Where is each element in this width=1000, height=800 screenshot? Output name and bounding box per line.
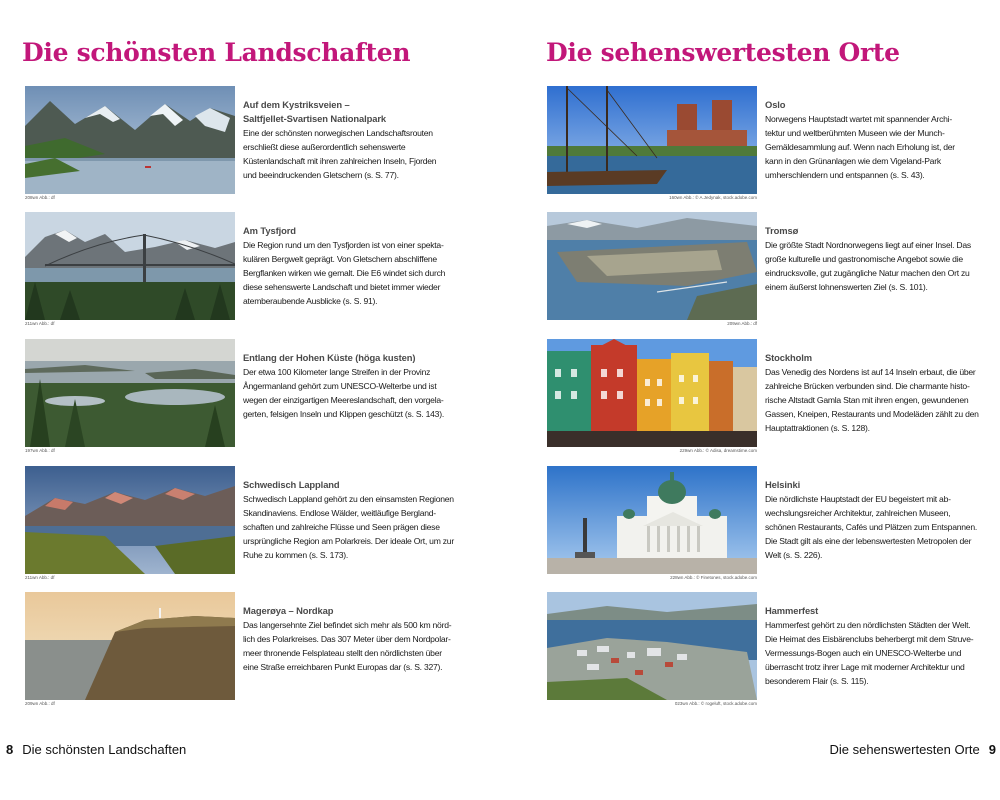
entry-title: Schwedisch Lappland — [243, 479, 340, 490]
entry-title: Entlang der Hohen Küste (höga kusten) — [243, 352, 416, 363]
entry-description: Das langersehnte Ziel befindet sich mehr als 500 km nörd- lich des Polarkreises. Das 307 Meter über dem Nordpolar- meer thronende Felsplateau stellt den nördlichsten über eine Straße erreichbaren Punkt Europas dar (s. S. 327). — [243, 620, 452, 672]
entry-title: Magerøya – Nordkap — [243, 605, 334, 616]
place-entry-helsinki — [547, 466, 987, 584]
landscape-entry-hohe-kueste — [25, 339, 475, 457]
place-entry-oslo — [547, 86, 987, 204]
entry-description: Hammerfest gehört zu den nördlichsten Städten der Welt. Die Heimat des Eisbärenclubs beherbergt mit dem Struve- Vermessungs-Bogen auch ein UNESCO-Welterbe und überrascht trotz ihrer Lage mit moderner Architektur und besonderem Flair (s. S. 115). — [765, 620, 974, 686]
entry-title: Hammerfest — [765, 605, 819, 616]
entry-description: Norwegens Hauptstadt wartet mit spannender Archi- tektur und weltberühmten Museen wie der Munch- Gemäldesammlung auf. Wenn nach Erholung ist, der kann in den Grünanlagen wie dem Vigeland-Park umherschlendern und entspannen (s. S. 43). — [765, 114, 955, 180]
entry-title: Am Tysfjord — [243, 225, 296, 236]
photo-credit: 023wn Abb.: © rogeluft, stock.adobe.com — [674, 701, 757, 706]
photo-credit: 209wn Abb.: df — [727, 321, 757, 326]
landscape-entry-lappland — [25, 466, 475, 584]
right-page-footer — [829, 742, 996, 757]
entry-text — [765, 224, 987, 294]
suspension-bridge-photo — [25, 212, 235, 320]
entry-description: Eine der schönsten norwegischen Landschaftsrouten erschließt diese außerordentlich sehenswerte Küstenlandschaft mit ihren zahlreichen Inseln, Fjorden und beeindruckenden Gletschern (s. S. 77). — [243, 128, 437, 180]
place-entry-tromso — [547, 212, 987, 330]
tromso-aerial-photo — [547, 212, 757, 320]
photo-credit: 209wn Abb.: df — [25, 701, 55, 706]
entry-description: Die Region rund um den Tysfjorden ist von einer spekta- kulären Bergwelt geprägt. Von Gletschern abschliffene Bergflanken wirken wie gemalt. Die E6 windet sich durch diese sehenswerte Landschaft und bietet immer wieder atemberaubende Ausblicke (s. S. 91). — [243, 240, 446, 306]
nordkap-cliff-photo — [25, 592, 235, 700]
entry-text — [243, 98, 475, 182]
entry-text — [765, 351, 987, 435]
helsinki-cathedral-photo — [547, 466, 757, 574]
entry-text — [243, 604, 475, 674]
left-page-footer — [6, 742, 186, 757]
running-title: Die sehenswertesten Orte — [829, 742, 980, 757]
high-coast-photo — [25, 339, 235, 447]
entry-text — [243, 351, 475, 421]
entry-text — [765, 478, 987, 562]
photo-credit: 228wn Abb.: © Finetones, stock.adobe.com — [670, 575, 757, 580]
entry-title: Tromsø — [765, 225, 799, 236]
entry-title: Auf dem Kystriksveien – Saltfjellet-Svartisen Nationalpark — [243, 99, 387, 124]
oslo-city-hall-photo — [547, 86, 757, 194]
mountain-fjord-photo — [25, 86, 235, 194]
entry-description: Die nördlichste Hauptstadt der EU begeistert mit ab- wechslungsreicher Architektur, zahlreichen Museen, schönen Restaurants, Cafés und Plätzen zum Entspannen. Die Stadt gilt als eine der lebenswertesten Metropolen der Welt (s. S. 226). — [765, 494, 977, 560]
photo-credit: 160wn Abb.: © A.Jedynak, stock.adobe.com — [669, 195, 757, 200]
right-page-heading: Die sehenswertesten Orte — [546, 38, 900, 67]
entry-title: Oslo — [765, 99, 786, 110]
hammerfest-photo — [547, 592, 757, 700]
entry-description: Der etwa 100 Kilometer lange Streifen in der Provinz Ångermanland gehört zum UNESCO-Welterbe und ist wegen der einzigartigen Meereslandschaft, den vorgela- gerten, felsigen Inseln und Klippen geschützt (s. S. 143). — [243, 367, 444, 419]
right-page — [500, 0, 1000, 800]
photo-credit: 229wn Abb.: © Adisa, dreamstime.com — [679, 448, 757, 453]
lapland-photo — [25, 466, 235, 574]
entry-description: Schwedisch Lappland gehört zu den einsamsten Regionen Skandinaviens. Endlose Wälder, weitläufige Bergland- schaften und zahlreiche Flüsse und Seen prägen diese ursprüngliche Region am Polarkreis. Der ideale Ort, um zur Ruhe zu kommen (s. S. 173). — [243, 494, 454, 560]
entry-title: Helsinki — [765, 479, 801, 490]
landscape-entry-tysfjord — [25, 212, 475, 330]
running-title: Die schönsten Landschaften — [22, 742, 187, 757]
stockholm-houses-photo — [547, 339, 757, 447]
left-page-heading: Die schönsten Landschaften — [22, 38, 411, 67]
place-entry-stockholm — [547, 339, 987, 457]
photo-credit: 211wn Abb.: df — [25, 575, 55, 580]
entry-title: Stockholm — [765, 352, 813, 363]
page-number: 8 — [6, 742, 14, 757]
photo-credit: 208wn Abb.: df — [25, 195, 55, 200]
landscape-entry-nordkap — [25, 592, 475, 710]
page-number: 9 — [988, 742, 996, 757]
entry-text — [765, 98, 987, 182]
entry-text — [243, 478, 475, 562]
photo-credit: 197wn Abb.: df — [25, 448, 55, 453]
place-entry-hammerfest — [547, 592, 987, 710]
entry-text — [243, 224, 475, 308]
landscape-entry-kystriksveien — [25, 86, 475, 204]
entry-text — [765, 604, 987, 688]
entry-description: Die größte Stadt Nordnorwegens liegt auf einer Insel. Das große kulturelle und gastronomische Angebot sowie die eindrucksvolle, gut zugängliche Natur machen den Ort zu einem äußerst lohnenswerten Ziel (s. S. 101). — [765, 240, 971, 292]
photo-credit: 211wn Abb.: df — [25, 321, 55, 326]
entry-description: Das Venedig des Nordens ist auf 14 Inseln erbaut, die über zahlreiche Brücken verbunden sind. Die charmante histo- rische Altstadt Gamla Stan mit ihren engen, gewundenen Gassen, Kneipen, Restaurants und Modeläden zählt zu den Hauptattraktionen (s. S. 128). — [765, 367, 979, 433]
